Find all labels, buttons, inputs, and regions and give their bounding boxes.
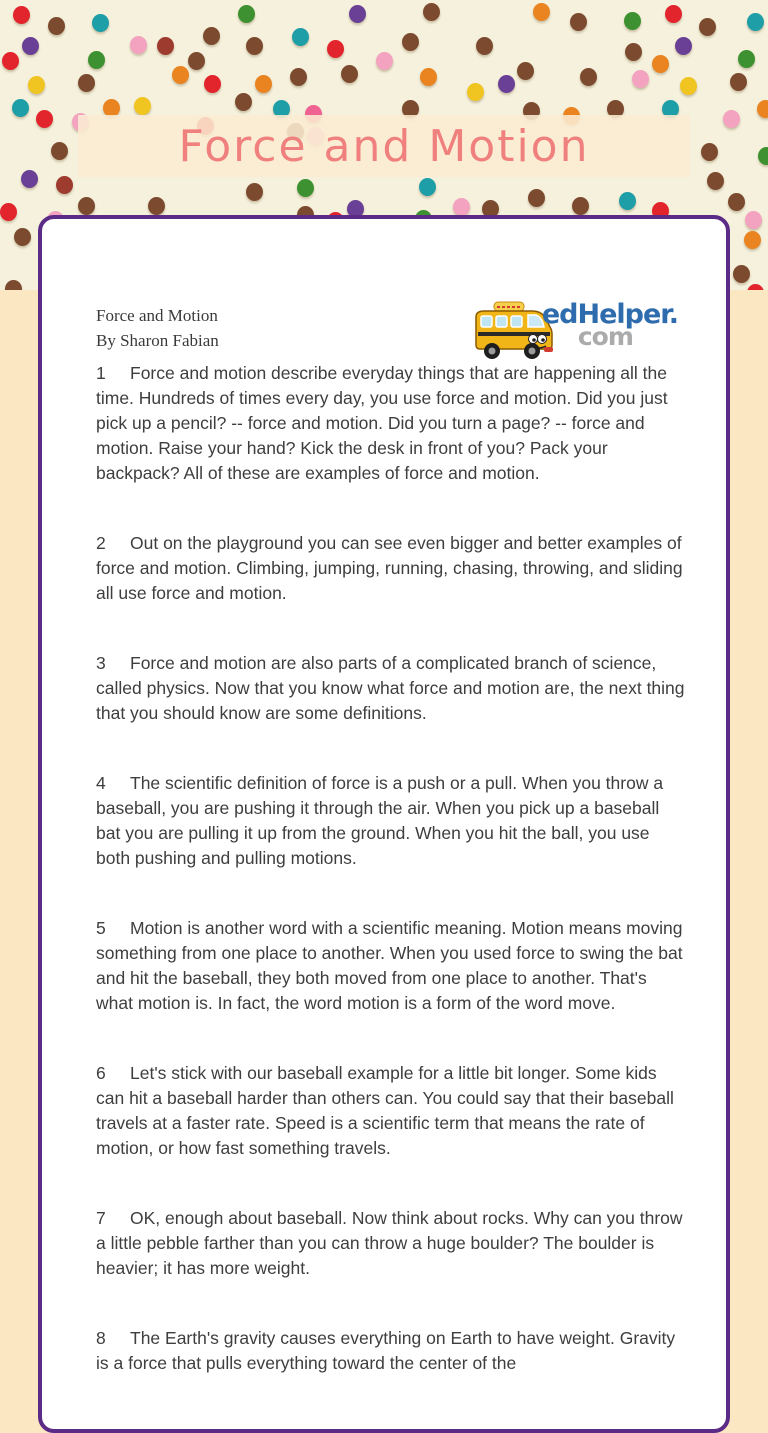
confetti-dot (56, 176, 73, 194)
confetti-dot (453, 198, 470, 216)
confetti-dot (570, 13, 587, 31)
confetti-dot (632, 70, 649, 88)
paragraph-text: Motion is another word with a scientific meaning. Motion means moving something from one place to another. When you used force to swing the bat and hit the baseball, they both moved from one place to another. That's what motion is. In fact, the word motion is a form of the word move. (96, 918, 683, 1013)
confetti-dot (701, 143, 718, 161)
paragraph (96, 916, 686, 1016)
confetti-dot (675, 37, 692, 55)
confetti-dot (572, 197, 589, 215)
confetti-dot (341, 65, 358, 83)
confetti-dot (419, 178, 436, 196)
confetti-dot (297, 179, 314, 197)
confetti-dot (624, 12, 641, 30)
confetti-dot (625, 43, 642, 61)
worksheet-card (38, 215, 730, 1433)
confetti-dot (376, 52, 393, 70)
confetti-dot (733, 265, 750, 283)
paragraph-number: 1 (96, 363, 106, 383)
title-banner (78, 115, 690, 177)
confetti-dot (517, 62, 534, 80)
paragraph-number: 6 (96, 1063, 106, 1083)
confetti-dot (327, 40, 344, 58)
confetti-dot (51, 142, 68, 160)
paragraph-text: OK, enough about baseball. Now think about rocks. Why can you throw a little pebble farther than you can throw a huge boulder? The boulder is heavier; it has more weight. (96, 1208, 683, 1278)
confetti-dot (580, 68, 597, 86)
confetti-dot (747, 13, 764, 31)
confetti-dot (48, 17, 65, 35)
confetti-dot (467, 83, 484, 101)
confetti-dot (757, 100, 768, 118)
confetti-dot (619, 192, 636, 210)
paragraph (96, 1206, 686, 1281)
paragraph-text: Out on the playground you can see even bigger and better examples of force and motion. Climbing, jumping, running, chasing, throwing, and sliding all use force and motion. (96, 533, 683, 603)
page-title: Force and Motion (178, 120, 590, 172)
confetti-dot (130, 36, 147, 54)
confetti-dot (349, 5, 366, 23)
logo-domain: com (577, 322, 633, 351)
confetti-dot (745, 211, 762, 229)
confetti-dot (28, 76, 45, 94)
confetti-dot (255, 75, 272, 93)
paragraph-text: The Earth's gravity causes everything on Earth to have weight. Gravity is a force that pulls everything toward the center of the (96, 1328, 676, 1373)
confetti-dot (728, 193, 745, 211)
confetti-dot (402, 33, 419, 51)
confetti-dot (420, 68, 437, 86)
confetti-dot (36, 110, 53, 128)
confetti-dot (21, 170, 38, 188)
confetti-dot (730, 73, 747, 91)
article-heading: Force and Motion (96, 306, 218, 325)
confetti-dot (78, 74, 95, 92)
confetti-dot (0, 203, 17, 221)
confetti-dot (134, 97, 151, 115)
confetti-dot (498, 75, 515, 93)
confetti-dot (707, 172, 724, 190)
confetti-dot (13, 6, 30, 24)
confetti-dot (699, 18, 716, 36)
paragraph-number: 4 (96, 773, 106, 793)
confetti-dot (290, 68, 307, 86)
logo-brand: edHelper. (541, 299, 678, 330)
paragraph-number: 3 (96, 653, 106, 673)
confetti-dot (88, 51, 105, 69)
confetti-dot (157, 37, 174, 55)
confetti-dot (92, 14, 109, 32)
edhelper-logo (470, 301, 678, 361)
logo-text (542, 301, 678, 349)
confetti-dot (148, 197, 165, 215)
paragraph (96, 1061, 686, 1161)
confetti-dot (758, 147, 768, 165)
paragraph-number: 2 (96, 533, 106, 553)
paragraph (96, 361, 686, 486)
confetti-dot (738, 50, 755, 68)
confetti-dot (12, 99, 29, 117)
confetti-dot (747, 284, 764, 290)
paragraph-number: 7 (96, 1208, 106, 1228)
confetti-dot (680, 77, 697, 95)
confetti-dot (203, 27, 220, 45)
paragraph-text: Let's stick with our baseball example for a little bit longer. Some kids can hit a baseball harder than others can. You could say that their baseball travels at a faster rate. Speed is a scientific term that means the rate of motion, or how fast something travels. (96, 1063, 674, 1158)
confetti-dot (238, 5, 255, 23)
confetti-dot (204, 75, 221, 93)
confetti-dot (423, 3, 440, 21)
confetti-dot (5, 280, 22, 290)
paragraph (96, 651, 686, 726)
paragraph-text: Force and motion are also parts of a complicated branch of science, called physics. Now that you know what force and motion are, the next thing that you should know are some definitions. (96, 653, 685, 723)
paragraph-number: 5 (96, 918, 106, 938)
confetti-dot (246, 183, 263, 201)
paragraph (96, 771, 686, 871)
confetti-dot (14, 228, 31, 246)
confetti-dot (744, 231, 761, 249)
confetti-dot (723, 110, 740, 128)
confetti-dot (235, 93, 252, 111)
confetti-dot (476, 37, 493, 55)
paragraph-text: Force and motion describe everyday things that are happening all the time. Hundreds of times every day, you use force and motion. Did you just pick up a pencil? -- force and motion. Did you turn a page? -- force and motion. Raise your hand? Kick the desk in front of you? Pack your backpack? All of these are examples of force and motion. (96, 363, 668, 483)
article-byline: By Sharon Fabian (96, 331, 219, 350)
confetti-dot (665, 5, 682, 23)
paragraph (96, 1326, 686, 1376)
confetti-dot (292, 28, 309, 46)
confetti-dot (188, 52, 205, 70)
confetti-dot (22, 37, 39, 55)
confetti-dot (528, 189, 545, 207)
confetti-dot (172, 66, 189, 84)
paragraph-text: The scientific definition of force is a push or a pull. When you throw a baseball, you are pushing it through the air. When you pick up a baseball bat you are pulling it up from the ground. When you hit the ball, you use both pushing and pulling motions. (96, 773, 664, 868)
confetti-dot (246, 37, 263, 55)
paragraph (96, 531, 686, 606)
confetti-dot (652, 55, 669, 73)
confetti-dot (2, 52, 19, 70)
confetti-dot (78, 197, 95, 215)
paragraph-number: 8 (96, 1328, 106, 1348)
confetti-dot (533, 3, 550, 21)
worksheet-card-content (42, 219, 726, 1376)
article-body (96, 361, 686, 1376)
